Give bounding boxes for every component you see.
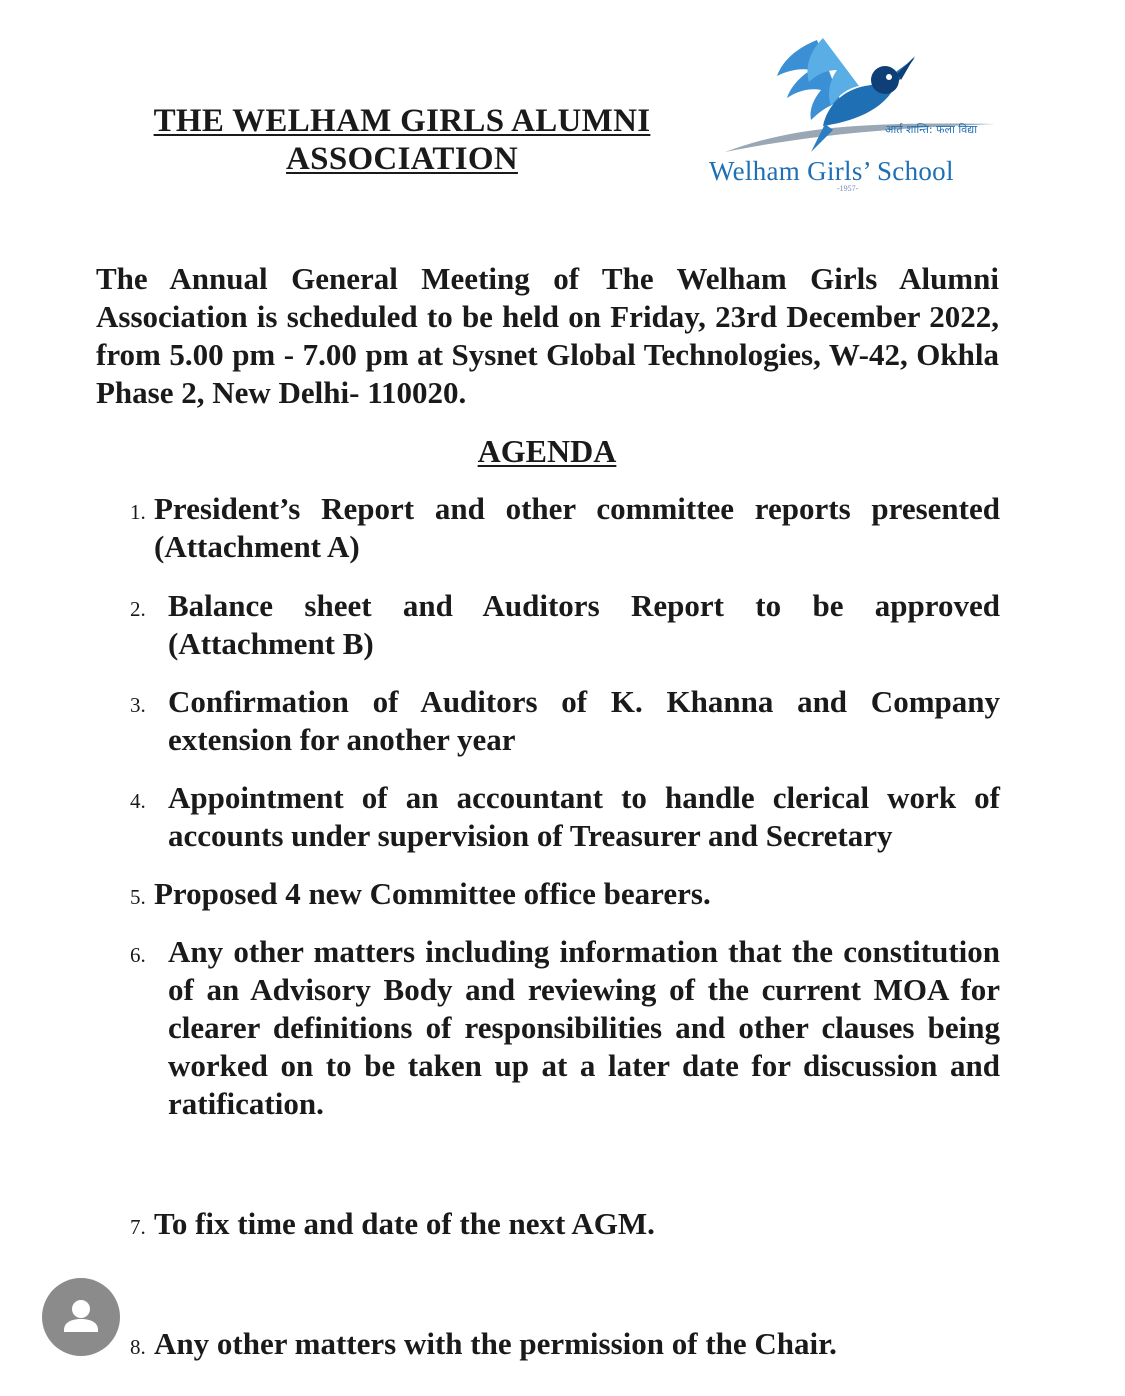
agenda-item-text: Any other matters with the permission of the Chair. [154,1326,837,1361]
agenda-item-text: Any other matters including information that the constitution of an Advisory Body and reviewing of the current MOA for clearer definitions of responsibilities and other clauses being worked on to be taken up at a later date for discussion and ratification. [168,934,1000,1121]
agenda-item [130,1205,1000,1243]
agenda-item-text: President’s Report and other committee reports presented (Attachment A) [154,491,1000,564]
agenda-title-text: AGENDA [477,433,617,469]
agenda-item [130,490,1000,566]
agenda-item [130,933,1000,1123]
agenda-item-number: 2. [130,597,146,621]
agenda-item-text: Balance sheet and Auditors Report to be approved (Attachment B) [168,588,1000,661]
agenda-item [130,1325,1000,1363]
agenda-item-number: 8. [130,1335,146,1359]
agenda-item-number: 7. [130,1215,146,1239]
agenda-item-text: Appointment of an accountant to handle clerical work of accounts under supervision of Treasurer and Secretary [168,780,1000,853]
agenda-item-text: Confirmation of Auditors of K. Khanna and Company extension for another year [168,684,1000,757]
agenda-item-number: 4. [130,789,146,813]
agenda-item-number: 5. [130,885,146,909]
document-heading [148,102,656,178]
agenda-title [0,432,1094,470]
agenda-item-text: To fix time and date of the next AGM. [154,1206,655,1241]
agenda-item [130,683,1000,759]
school-logo [705,30,1005,200]
heading-line-2: ASSOCIATION [286,141,518,177]
person-icon [42,1278,120,1356]
avatar-button[interactable] [42,1278,120,1356]
kingfisher-logo-icon [705,30,1005,160]
logo-year: -1957- [837,184,859,193]
agenda-item [130,779,1000,855]
agenda-item [130,587,1000,663]
heading-line-1: THE WELHAM GIRLS ALUMNI [153,103,651,139]
agenda-item-text: Proposed 4 new Committee office bearers. [154,876,711,911]
agenda-item [130,875,1000,913]
intro-paragraph: The Annual General Meeting of The Welham Girls Alumni Association is scheduled to be held on Friday, 23rd December 2022, from 5.00 pm - 7.00 pm at Sysnet Global Technologies, W-42, Okhla Phase 2, New Delhi- 110020. [96,261,999,410]
agenda-item-number: 3. [130,693,146,717]
agenda-item-number: 6. [130,943,146,967]
logo-school-name: Welham Girls’ School [709,156,954,186]
logo-motto: आर्त शान्ति: फला विद्या [885,123,978,136]
agenda-item-number: 1. [130,500,146,524]
